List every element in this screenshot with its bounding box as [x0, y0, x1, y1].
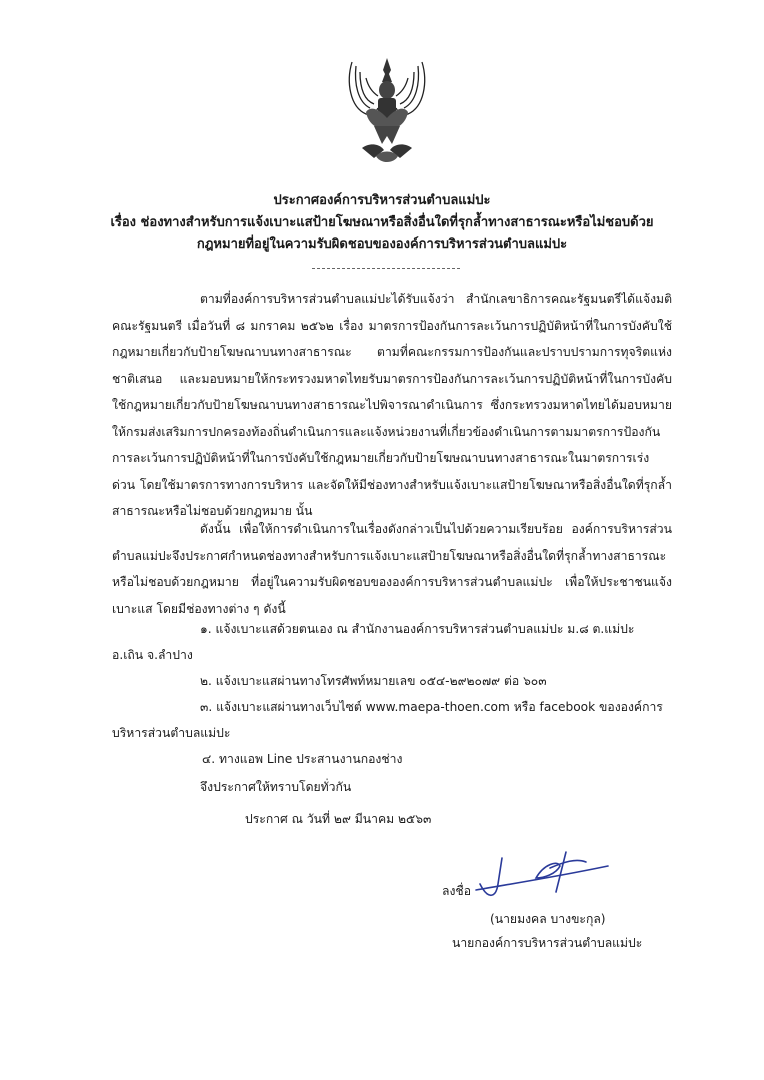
- signatory-name: (นายมงคล บางขะกุล): [490, 912, 606, 926]
- closing-statement: จึงประกาศให้ทราบโดยทั่วกัน: [200, 780, 352, 794]
- heading-divider: [312, 268, 460, 269]
- subject-line-2: กฎหมายที่อยู่ในความรับผิดชอบขององค์การบริหารส่วนตำบลแม่ปะ: [196, 237, 568, 252]
- signatory-position: นายกองค์การบริหารส่วนตำบลแม่ปะ: [452, 936, 643, 950]
- issuer-heading: ประกาศองค์การบริหารส่วนตำบลแม่ปะ: [273, 193, 491, 208]
- channel-2: ๒. แจ้งเบาะแสผ่านทางโทรศัพท์หมายเลข ๐๕๔-๒๙๒๐๗๙ ต่อ ๖๐๓: [200, 674, 547, 688]
- channel-1-line-1: ๑. แจ้งเบาะแสด้วยตนเอง ณ สำนักงานองค์การบริหารส่วนตำบลแม่ปะ ม.๘ ต.แม่ปะ: [200, 622, 635, 636]
- channel-3-line-1: ๓. แจ้งเบาะแสผ่านทางเว็บไซต์ www.maepa-thoen.com หรือ facebook ขององค์การ: [200, 700, 663, 714]
- signature-label: ลงชื่อ: [442, 884, 472, 898]
- announcement-date: ประกาศ ณ วันที่ ๒๙ มีนาคม ๒๕๖๓: [245, 812, 432, 826]
- channel-1-line-2: อ.เถิน จ.ลำปาง: [112, 648, 193, 662]
- paragraph-purpose: ดังนั้น เพื่อให้การดำเนินการในเรื่องดังกล่าวเป็นไปด้วยความเรียบร้อย องค์การบริหารส่วนตำบลแม่ปะจึงประกาศกำหนดช่องทางสำหรับการแจ้งเบาะแสป้ายโฆษณาหรือสิ่งอื่นใดที่รุกล้ำทางสาธารณะหรือไม่ชอบด้วยกฎหมาย ที่อยู่ในความรับผิดชอบขององค์การบริหารส่วนตำบลแม่ปะ เพื่อให้ประชาชนแจ้งเบาะแส โดยมีช่องทางต่าง ๆ ดังนี้: [112, 522, 672, 616]
- channel-3-line-2: บริหารส่วนตำบลแม่ปะ: [112, 726, 231, 740]
- channel-4: ๔. ทางแอพ Line ประสานงานกองช่าง: [202, 752, 403, 766]
- paragraph-background: ตามที่องค์การบริหารส่วนตำบลแม่ปะได้รับแจ้งว่า สำนักเลขาธิการคณะรัฐมนตรีได้แจ้งมติคณะรัฐมนตรี เมื่อวันที่ ๘ มกราคม ๒๕๖๒ เรื่อง มาตรการป้องกันการละเว้นการปฏิบัติหน้าที่ในการบังคับใช้กฎหมายเกี่ยวกับป้ายโฆษณาบนทางสาธารณะ ตามที่คณะกรรมการป้องกันและปราบปรามการทุจริตแห่งชาติเสนอ และมอบหมายให้กระทรวงมหาดไทยรับมาตรการป้องกันการละเว้นการปฏิบัติหน้าที่ในการบังคับใช้กฎหมายเกี่ยวกับป้ายโฆษณาบนทางสาธารณะไปพิจารณาดำเนินการ ซึ่งกระทรวงมหาดไทยได้มอบหมายให้กรมส่งเสริมการปกครองท้องถิ่นดำเนินการและแจ้งหน่วยงานที่เกี่ยวข้องดำเนินการตามมาตรการป้องกันการละเว้นการปฏิบัติหน้าที่ในการบังคับใช้กฎหมายเกี่ยวกับป้ายโฆษณาบนทางสาธารณะในมาตรการเร่งด่วน โดยใช้มาตรการทางการบริหาร และจัดให้มีช่องทางสำหรับแจ้งเบาะแสป้ายโฆษณาหรือสิ่งอื่นใดที่รุกล้ำสาธารณะหรือไม่ชอบด้วยกฎหมาย นั้น: [112, 292, 672, 518]
- garuda-emblem-icon: [344, 52, 430, 172]
- subject-line-1: เรื่อง ช่องทางสำหรับการแจ้งเบาะแสป้ายโฆษณาหรือสิ่งอื่นใดที่รุกล้ำทางสาธารณะหรือไม่ชอบด้วย: [110, 215, 654, 230]
- handwritten-signature-icon: [440, 850, 610, 910]
